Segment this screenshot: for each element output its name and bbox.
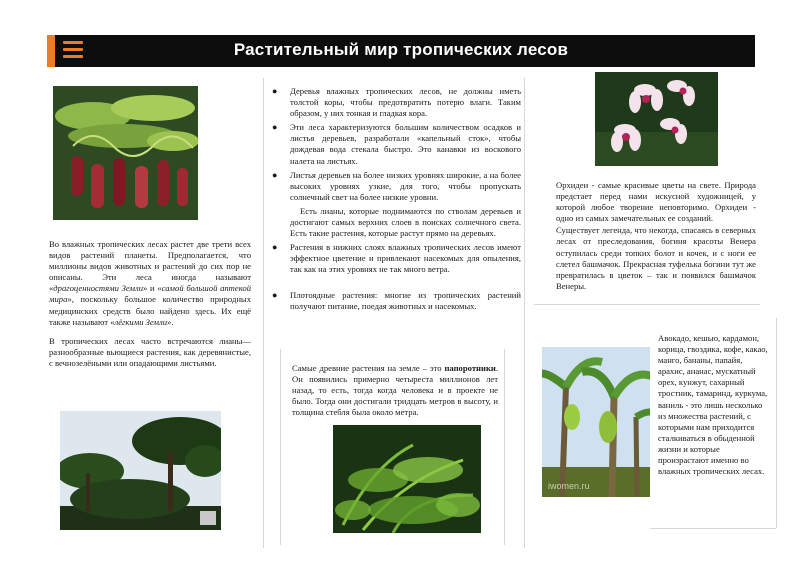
- orchid-box-bottom: [534, 304, 760, 305]
- banana-tree-photo: [542, 347, 650, 497]
- list-item-continuation: Есть лианы, которые поднимаются по стволам деревьев и достигают самых верхних слоев в поисках солнечного света. Есть такие растения, которые растут прямо на деревьях.: [290, 205, 521, 239]
- bullet-icon: ●: [272, 122, 278, 133]
- bullet-icon: ●: [272, 86, 278, 96]
- fern-box-right: [504, 349, 505, 545]
- list-item: ● Листья деревьев на более низких уровнях широкие, а на более высоких уровнях узкие, для того, чтобы пропускать солнечный свет на более низкие уровни.: [272, 169, 521, 202]
- lianas-paragraph: В тропических лесах часто встречаются лианы—разнообразные вьющиеся растения, как деревянистые, с вечнозелёными или опадающими листьями.: [49, 335, 251, 368]
- header-bar: [47, 35, 755, 67]
- middle-bullet-list: [271, 86, 521, 315]
- column-divider-left: [263, 78, 264, 548]
- list-item: ● Растения в нижних слоях влажных тропических лесов имеют эффектное цветение и привлекают насекомых для опыления, так как на этих уровнях не так много ветра.: [272, 242, 521, 275]
- watermark: iwomen.ru: [548, 481, 590, 491]
- column-divider-right: [524, 78, 525, 548]
- intro-paragraph: Во влажных тропических лесах растет две трети всех видов растений планеты. Предполагается, что миллионы видов животных и растений до сих пор не описаны. Эти леса иногда называют «драгоценностями Земли» и «самой большой аптекой мира», поскольку большое количество природных медицинских средств было найдено здесь. Их ещё также называют «лёгкими Земли».: [49, 239, 251, 327]
- list-item: ● Деревья влажных тропических лесов, не должны иметь толстой коры, чтобы предотвратить потерю влаги. Таким образом, у них тонкая и гладкая кора.: [272, 86, 521, 119]
- list-item: ● Эти леса характеризуются большим количеством осадков и листья деревьев, разработали «капельный сток», чтобы дождевая вода стекала быстро. Это канавки из воскового налета на листьях.: [272, 122, 521, 166]
- fern-photo: [333, 425, 481, 533]
- tropical-trees-photo: [60, 411, 221, 530]
- orchid-photo: [595, 72, 718, 166]
- page-title: Растительный мир тропических лесов: [233, 40, 569, 59]
- spice-box-divider: [776, 318, 777, 528]
- bullet-icon: ●: [272, 169, 278, 180]
- left-column-text: [49, 239, 251, 377]
- list-item: ● Плотоядные растения: многие из тропических растений получают питание, поедая животных и насекомых.: [272, 289, 521, 311]
- fern-text: Самые древние растения на земле – это папоротники. Он появились примерно четыреста миллионов лет назад, то есть, тогда когда человека и в проекте не было. Тогда они достигали тридцать метров в высоту, и толщина стебля была около метра.: [292, 363, 498, 418]
- pitcher-plant-photo: [53, 86, 198, 220]
- legend-paragraph: Существует легенда, что некогда, спасаясь в северных лесах от преследования, богиня красоты Венера оступилась среди топких болот и кочек, и с ноги ее слетел башмачок. Прекрасная туфелька богини тут же превратилась в цветок – так и появился башмачок Венеры.: [556, 225, 756, 291]
- orchid-paragraph: Орхидеи - самые красивые цветы на свете. Природа предстает перед нами искусной художницей, у которой любое творение неповторимо. Орхидеи - одно из самых замечательных ее созданий.: [556, 180, 756, 224]
- bullet-icon: ●: [272, 242, 278, 253]
- bullet-icon: ●: [272, 289, 278, 300]
- fern-box-left: [280, 349, 281, 545]
- spices-text: Авокадо, кешью, кардамон, корица, гвоздика, кофе, какао, манго, бананы, папайя, арахис, ананас, мускатный орех, кунжут, сахарный тростник, тамаринд, куркума, ваниль - это лишь несколько из множества растений, с которыми нам приходится сталкиваться в обыденной жизни и которые произрастают именно во влажных тропических лесах.: [658, 333, 768, 477]
- spice-box-bottom: [650, 528, 776, 529]
- orchid-text: [556, 180, 756, 300]
